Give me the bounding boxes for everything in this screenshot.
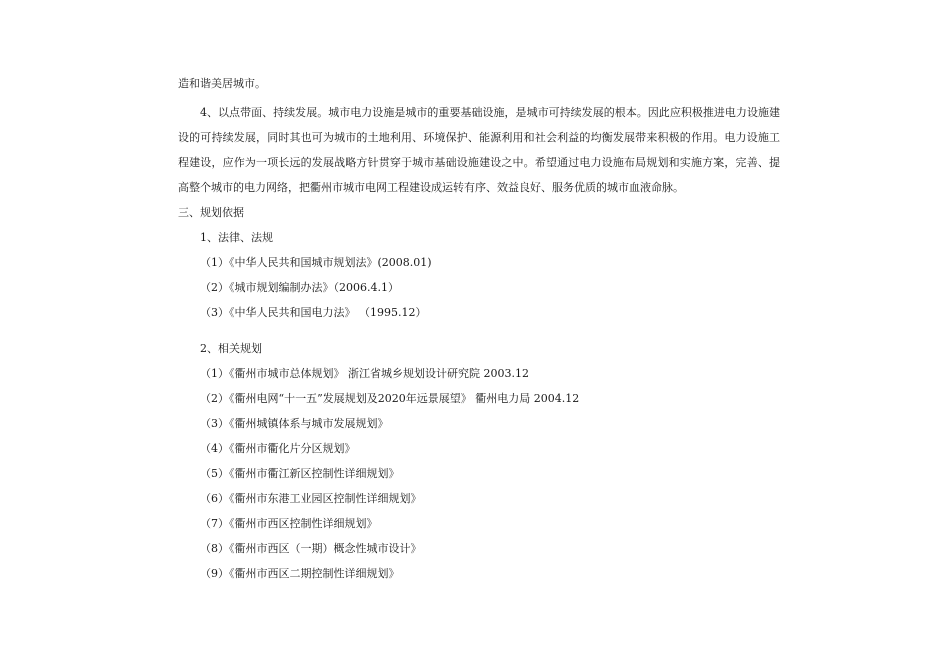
- plan-item: （6）《衢州市东港工业园区控制性详细规划》: [200, 492, 422, 505]
- law-item: （1）《中华人民共和国城市规划法》(2008.01): [200, 256, 432, 269]
- plans-heading: 2、相关规划: [200, 342, 262, 355]
- plan-item: （1）《衢州市城市总体规划》 浙江省城乡规划设计研究院 2003.12: [200, 367, 529, 380]
- law-item: （2）《城市规划编制办法》（2006.4.1）: [200, 281, 399, 294]
- plan-item: （3）《衢州城镇体系与城市发展规划》: [200, 417, 389, 430]
- plan-item: （5）《衢州市衢江新区控制性详细规划》: [200, 467, 400, 480]
- plan-item: （9）《衢州市西区二期控制性详细规划》: [200, 567, 400, 580]
- plan-item: （7）《衢州市西区控制性详细规划》: [200, 517, 378, 530]
- intro-tail-text: 造和谐美居城市。: [178, 77, 266, 90]
- plan-item: （8）《衢州市西区（一期）概念性城市设计》: [200, 542, 422, 555]
- section-3-heading: 三、规划依据: [178, 206, 244, 219]
- law-item: （3）《中华人民共和国电力法》 （1995.12）: [200, 306, 427, 319]
- point-4-paragraph: [178, 100, 780, 200]
- plan-item: （2）《衢州电网“十一五”发展规划及2020年远景展望》 衢州电力局 2004.12: [200, 392, 580, 405]
- plan-item: （4）《衢州市衢化片分区规划》: [200, 442, 356, 455]
- laws-heading: 1、法律、法规: [200, 231, 273, 244]
- point-4-text: 4、以点带面、持续发展。城市电力设施是城市的重要基础设施，是城市可持续发展的根本。因此应积极推进电力设施建设的可持续发展，同时其也可为城市的土地利用、环境保护、能源利用和社会利益的均衡发展带来积极的作用。电力设施工程建设，应作为一项长远的发展战略方针贯穿于城市基础设施建设之中。希望通过电力设施布局规划和实施方案，完善、提高整个城市的电力网络，把衢州市城市电网工程建设成运转有序、效益良好、服务优质的城市血液命脉。: [178, 106, 780, 194]
